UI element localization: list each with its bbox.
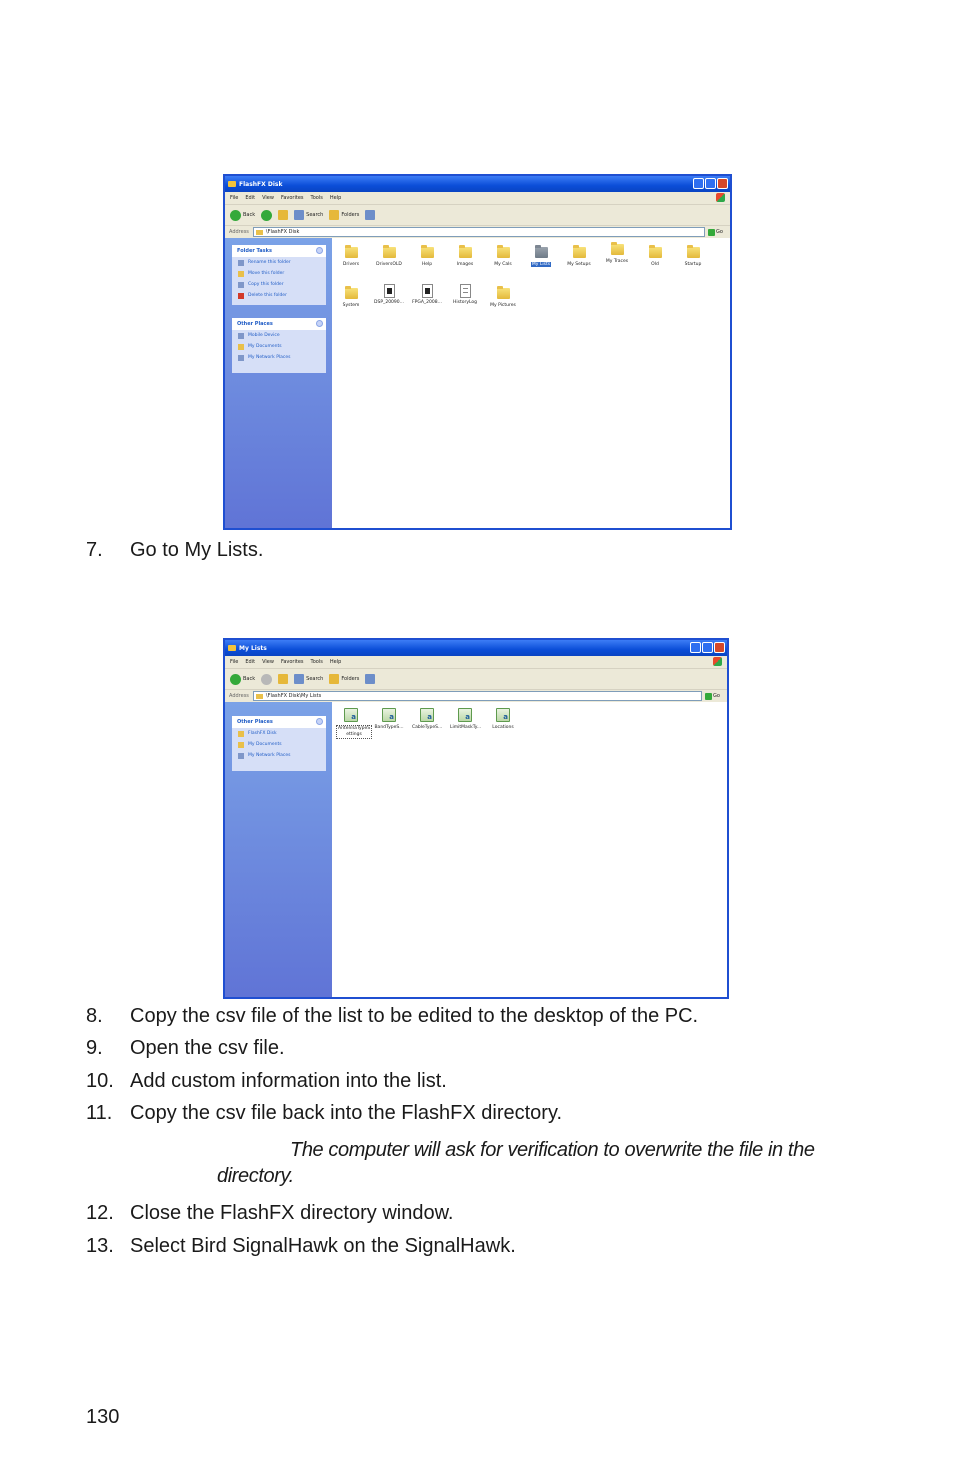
menu-file[interactable]: File xyxy=(230,195,239,201)
item-label: Help xyxy=(421,262,433,267)
address-value: \FlashFX Disk\My Lists xyxy=(265,693,322,699)
folder-icon xyxy=(228,645,236,651)
forward-button[interactable] xyxy=(261,674,272,685)
toolbar xyxy=(225,669,727,690)
panel-title: Folder Tasks xyxy=(237,248,272,254)
menu-favorites[interactable]: Favorites xyxy=(280,659,304,665)
text-file-icon xyxy=(460,284,471,298)
step-text: Copy the csv file back into the FlashFX directory. xyxy=(130,1102,563,1124)
item-label: Locations xyxy=(492,725,514,730)
folder-item-drivers[interactable] xyxy=(336,247,366,267)
csv-file-icon xyxy=(420,708,434,722)
close-button[interactable] xyxy=(717,178,728,189)
views-icon xyxy=(365,210,375,220)
other-places-header[interactable] xyxy=(232,318,326,330)
documents-icon xyxy=(238,344,244,350)
file-item-band-type-settings[interactable] xyxy=(374,708,404,730)
task-pane xyxy=(225,702,332,997)
network-icon xyxy=(238,753,244,759)
file-item-historylog[interactable] xyxy=(450,284,480,305)
menu-view[interactable]: View xyxy=(262,195,274,201)
csv-file-icon xyxy=(496,708,510,722)
my-lists-window xyxy=(223,638,729,999)
search-button[interactable] xyxy=(294,674,323,684)
folders-icon xyxy=(329,674,339,684)
item-label: HistoryLog xyxy=(452,300,478,305)
folders-button[interactable] xyxy=(329,674,359,684)
go-label: Go xyxy=(716,229,723,235)
folders-icon xyxy=(329,210,339,220)
step-text: Open the csv file. xyxy=(130,1037,285,1059)
up-folder-icon xyxy=(278,674,288,684)
menu-tools[interactable]: Tools xyxy=(310,195,323,201)
file-list xyxy=(332,238,730,528)
folder-icon xyxy=(256,694,263,699)
place-label: My Network Places xyxy=(248,753,291,758)
step-8 xyxy=(86,1004,698,1028)
back-button[interactable] xyxy=(230,674,255,685)
folder-icon xyxy=(497,247,510,258)
folders-label: Folders xyxy=(341,212,360,218)
menu-help[interactable]: Help xyxy=(329,659,342,665)
folder-icon xyxy=(459,247,472,258)
item-label: My Traces xyxy=(605,259,629,264)
task-label: Delete this folder xyxy=(248,293,287,298)
task-rename-folder[interactable] xyxy=(232,257,326,268)
step-text: Close the FlashFX directory window. xyxy=(130,1202,454,1224)
folder-item-help[interactable] xyxy=(412,247,442,267)
search-button[interactable] xyxy=(294,210,323,220)
address-input[interactable] xyxy=(253,691,702,701)
title-bar[interactable] xyxy=(225,640,727,656)
folder-icon xyxy=(421,247,434,258)
folder-icon xyxy=(345,247,358,258)
item-label: My Pictures xyxy=(490,303,516,308)
folder-item-system[interactable] xyxy=(336,288,366,308)
csv-file-icon xyxy=(344,708,358,722)
go-arrow-icon xyxy=(708,229,715,236)
windows-logo-icon xyxy=(713,657,722,666)
folder-tasks-panel xyxy=(232,245,326,305)
windows-logo-icon xyxy=(716,193,725,202)
folder-item-driversold[interactable] xyxy=(374,247,404,267)
step-number: 12. xyxy=(86,1202,114,1224)
window-title: My Lists xyxy=(239,644,267,652)
panel-title: Other Places xyxy=(237,321,273,327)
views-button[interactable] xyxy=(365,210,375,220)
file-item-limit-mask-type[interactable] xyxy=(450,708,480,730)
rename-icon xyxy=(238,260,244,266)
menu-edit[interactable]: Edit xyxy=(245,659,256,665)
forward-button[interactable] xyxy=(261,210,272,221)
folder-icon xyxy=(256,230,263,235)
task-label: Move this folder xyxy=(248,271,285,276)
copy-icon xyxy=(238,282,244,288)
menu-bar xyxy=(225,192,730,205)
file-item-dsp[interactable] xyxy=(374,284,404,305)
page-number: 130 xyxy=(86,1406,120,1428)
step-text: Go to My Lists. xyxy=(130,539,264,561)
item-label: Images xyxy=(456,262,474,267)
item-label: LimitMaskTy... xyxy=(450,725,482,730)
views-icon xyxy=(365,674,375,684)
menu-view[interactable]: View xyxy=(262,659,274,665)
search-icon xyxy=(294,210,304,220)
task-pane xyxy=(225,238,332,528)
menu-help[interactable]: Help xyxy=(329,195,342,201)
delete-icon xyxy=(238,293,244,299)
step-text: Add custom information into the list. xyxy=(130,1070,447,1092)
back-button[interactable] xyxy=(230,210,255,221)
folder-item-startup[interactable] xyxy=(678,247,708,267)
file-list xyxy=(332,702,727,997)
menu-edit[interactable]: Edit xyxy=(245,195,256,201)
mobile-device-icon xyxy=(238,333,244,339)
file-item-antenna-type-settings[interactable] xyxy=(336,708,371,739)
csv-file-icon xyxy=(458,708,472,722)
step-text: Select Bird SignalHawk on the SignalHawk. xyxy=(130,1235,516,1257)
step-7 xyxy=(86,538,263,562)
step-9 xyxy=(86,1036,285,1060)
folder-icon xyxy=(687,247,700,258)
close-button[interactable] xyxy=(714,642,725,653)
step-text: Copy the csv file of the list to be edited to the desktop of the PC. xyxy=(130,1005,699,1027)
folder-item-my-setups[interactable] xyxy=(564,247,594,267)
search-label: Search xyxy=(306,676,324,682)
place-label: Mobile Device xyxy=(248,333,280,338)
place-network[interactable] xyxy=(232,352,326,363)
item-label: DriversOLD xyxy=(376,262,402,267)
item-label: My Lists xyxy=(531,262,551,267)
file-icon xyxy=(384,284,395,298)
place-label: My Documents xyxy=(248,344,282,349)
item-label: CableTypeS... xyxy=(412,725,443,730)
item-label: Drivers xyxy=(342,262,360,267)
chevron-up-icon[interactable] xyxy=(316,247,323,254)
folders-button[interactable] xyxy=(329,210,359,220)
forward-arrow-icon xyxy=(261,674,272,685)
folder-icon xyxy=(228,181,236,187)
step-10 xyxy=(86,1069,447,1093)
panel-title: Other Places xyxy=(237,719,273,725)
toolbar xyxy=(225,205,730,226)
task-move-folder[interactable] xyxy=(232,268,326,279)
step-number: 10. xyxy=(86,1070,114,1092)
forward-arrow-icon xyxy=(261,210,272,221)
folder-icon xyxy=(535,247,548,258)
search-icon xyxy=(294,674,304,684)
documents-icon xyxy=(238,742,244,748)
folder-icon xyxy=(345,288,358,299)
place-label: FlashFX Disk xyxy=(248,731,277,736)
up-button[interactable] xyxy=(278,210,288,220)
window-title: FlashFX Disk xyxy=(239,180,283,188)
folder-item-my-cals[interactable] xyxy=(488,247,518,267)
step-12 xyxy=(86,1201,453,1225)
go-button[interactable] xyxy=(702,693,727,700)
folder-icon xyxy=(383,247,396,258)
other-places-panel xyxy=(232,318,326,373)
other-places-header[interactable] xyxy=(232,716,326,728)
folder-icon xyxy=(611,244,624,255)
views-button[interactable] xyxy=(365,674,375,684)
folder-item-my-pictures[interactable] xyxy=(488,288,518,308)
chevron-up-icon[interactable] xyxy=(316,320,323,327)
back-label: Back xyxy=(243,676,256,682)
folder-icon xyxy=(497,288,510,299)
item-label: BandTypeS... xyxy=(374,725,404,730)
folder-icon xyxy=(238,731,244,737)
maximize-button[interactable] xyxy=(705,178,716,189)
step-number: 7. xyxy=(86,539,103,561)
address-label: Address xyxy=(229,693,249,699)
item-label: FPGA_2008... xyxy=(412,300,442,305)
place-mobile-device[interactable] xyxy=(232,330,326,341)
go-button[interactable] xyxy=(705,229,730,236)
menu-bar xyxy=(225,656,727,669)
task-label: Copy this folder xyxy=(248,282,284,287)
item-label: AntennaTypeS ettings xyxy=(338,726,371,737)
up-button[interactable] xyxy=(278,674,288,684)
back-arrow-icon xyxy=(230,210,241,221)
step-11 xyxy=(86,1101,562,1125)
task-delete-folder[interactable] xyxy=(232,290,326,301)
chevron-up-icon[interactable] xyxy=(316,718,323,725)
item-label: DSP_20090... xyxy=(374,300,404,305)
item-label: My Setups xyxy=(567,262,591,267)
address-input[interactable] xyxy=(253,227,705,237)
go-arrow-icon xyxy=(705,693,712,700)
place-label: My Documents xyxy=(248,742,282,747)
step-13 xyxy=(86,1234,516,1258)
item-label: System xyxy=(342,303,360,308)
window-body xyxy=(225,238,730,528)
folder-item-my-lists[interactable] xyxy=(526,247,556,267)
place-flashfx-disk[interactable] xyxy=(232,728,326,739)
step-number: 9. xyxy=(86,1037,103,1059)
folder-item-old[interactable] xyxy=(640,247,670,267)
item-label: Startup xyxy=(684,262,702,267)
window-body xyxy=(225,702,727,997)
task-label: Rename this folder xyxy=(248,260,291,265)
menu-tools[interactable]: Tools xyxy=(310,659,323,665)
place-network[interactable] xyxy=(232,750,326,761)
csv-file-icon xyxy=(382,708,396,722)
folder-item-my-traces[interactable] xyxy=(602,244,632,264)
back-arrow-icon xyxy=(230,674,241,685)
place-my-documents[interactable] xyxy=(232,341,326,352)
title-bar[interactable] xyxy=(225,176,730,192)
flashfx-disk-window xyxy=(223,174,732,530)
step-number: 11. xyxy=(86,1102,113,1124)
item-label: My Cals xyxy=(494,262,512,267)
folder-icon xyxy=(573,247,586,258)
network-icon xyxy=(238,355,244,361)
menu-file[interactable]: File xyxy=(230,659,239,665)
file-icon xyxy=(422,284,433,298)
folder-item-images[interactable] xyxy=(450,247,480,267)
minimize-button[interactable] xyxy=(690,642,701,653)
place-label: My Network Places xyxy=(248,355,291,360)
file-item-locations[interactable] xyxy=(488,708,518,730)
search-label: Search xyxy=(306,212,324,218)
move-icon xyxy=(238,271,244,277)
step-number: 8. xyxy=(86,1005,103,1027)
step-number: 13. xyxy=(86,1235,114,1257)
minimize-button[interactable] xyxy=(693,178,704,189)
back-label: Back xyxy=(243,212,256,218)
maximize-button[interactable] xyxy=(702,642,713,653)
place-my-documents[interactable] xyxy=(232,739,326,750)
address-label: Address xyxy=(229,229,249,235)
item-label: Old xyxy=(651,262,659,267)
other-places-panel xyxy=(232,716,326,771)
up-folder-icon xyxy=(278,210,288,220)
go-label: Go xyxy=(713,693,720,699)
address-value: \FlashFX Disk xyxy=(265,229,300,235)
folder-icon xyxy=(649,247,662,258)
folders-label: Folders xyxy=(341,676,360,682)
task-copy-folder[interactable] xyxy=(232,279,326,290)
file-item-cable-type-settings[interactable] xyxy=(412,708,442,730)
note-text: The computer will ask for verification to overwrite the file in the directory. xyxy=(217,1139,815,1187)
folder-tasks-header[interactable] xyxy=(232,245,326,257)
menu-favorites[interactable]: Favorites xyxy=(280,195,304,201)
file-item-fpga[interactable] xyxy=(412,284,442,305)
